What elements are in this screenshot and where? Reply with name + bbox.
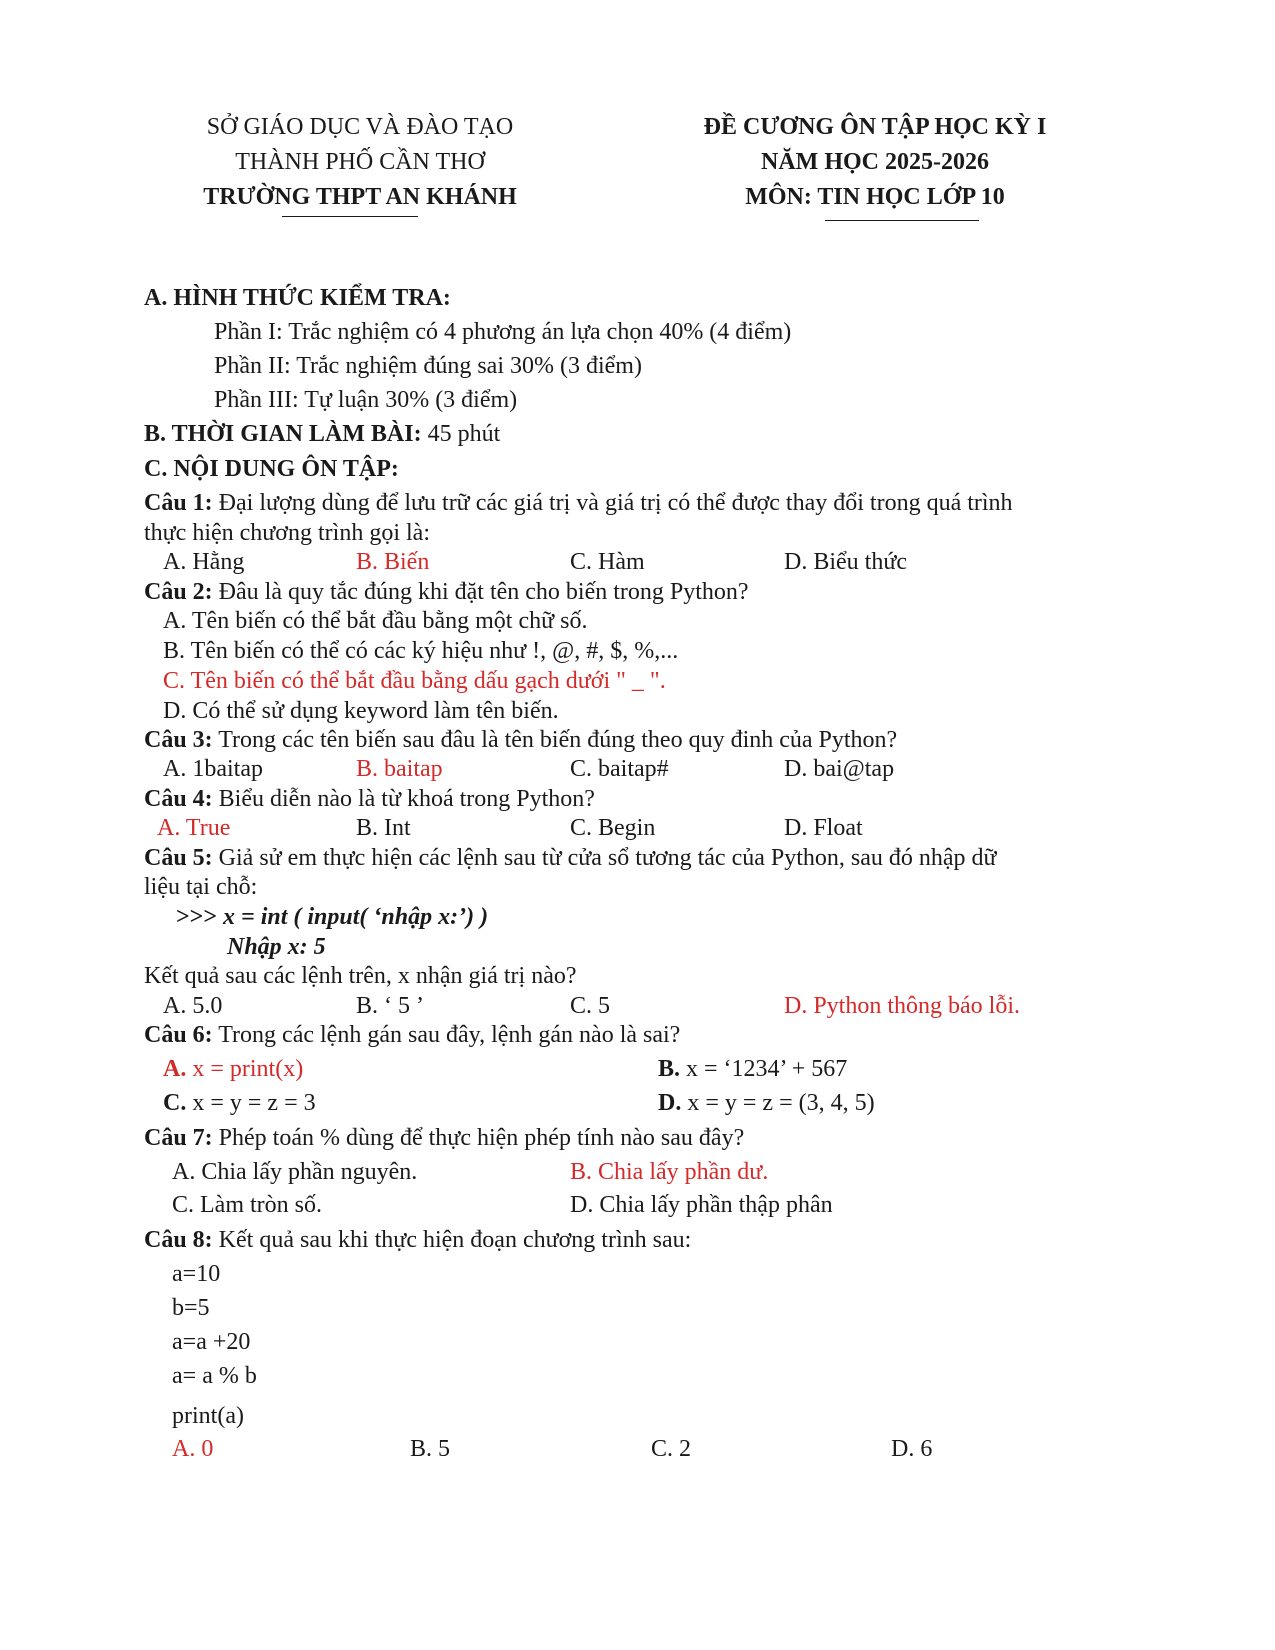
header-right-underline bbox=[825, 220, 979, 221]
q1-option-b: B. Biến bbox=[356, 549, 430, 575]
q5-prompt: >>> bbox=[176, 904, 218, 930]
q4-option-c: C. Begin bbox=[570, 815, 656, 841]
q8-code-line-2: b=5 bbox=[172, 1295, 210, 1321]
q5-text-result: Kết quả sau các lệnh trên, x nhận giá trị nào? bbox=[144, 963, 577, 989]
q1-label: Câu 1: bbox=[144, 490, 213, 516]
q5-text-cont: liệu tại chỗ: bbox=[144, 874, 258, 900]
section-b bbox=[144, 419, 500, 449]
q5-option-b: B. ‘ 5 ’ bbox=[356, 993, 424, 1019]
q5-option-a: A. 5.0 bbox=[163, 993, 223, 1019]
q1-text-cont: thực hiện chương trình gọi là: bbox=[144, 520, 430, 546]
q6-option-b-text: x = ‘1234’ + 567 bbox=[680, 1056, 848, 1082]
q4-option-b: B. Int bbox=[356, 815, 411, 841]
q2-stem bbox=[144, 577, 749, 607]
q6-option-d-text: x = y = z = (3, 4, 5) bbox=[681, 1090, 875, 1116]
school-name: TRƯỜNG THPT AN KHÁNH bbox=[203, 184, 517, 210]
q4-option-a: A. True bbox=[157, 815, 231, 841]
q8-text: Kết quả sau khi thực hiện đoạn chương trình sau: bbox=[212, 1227, 692, 1253]
q5-code: x = int ( input( ‘nhập x:’) ) bbox=[217, 904, 489, 930]
q1-stem bbox=[144, 488, 1013, 518]
q5-option-d: D. Python thông báo lỗi. bbox=[784, 993, 1021, 1019]
q8-code-line-4: a= a % b bbox=[172, 1363, 257, 1389]
q7-option-a: A. Chia lấy phần nguyên. bbox=[172, 1159, 418, 1185]
q6-option-d bbox=[658, 1088, 875, 1118]
q2-option-b: B. Tên biến có thể có các ký hiệu như !, @, #, $, %,... bbox=[163, 638, 679, 664]
q5-code-line bbox=[176, 902, 488, 932]
q5-label: Câu 5: bbox=[144, 845, 213, 871]
q6-option-a bbox=[163, 1054, 303, 1084]
school-year: NĂM HỌC 2025-2026 bbox=[761, 149, 989, 175]
q6-option-c-key: C. bbox=[163, 1090, 187, 1116]
q8-stem bbox=[144, 1225, 691, 1255]
q6-stem bbox=[144, 1020, 680, 1050]
q4-label: Câu 4: bbox=[144, 786, 213, 812]
q6-option-b-key: B. bbox=[658, 1056, 681, 1082]
department-name: SỞ GIÁO DỤC VÀ ĐÀO TẠO bbox=[206, 114, 514, 140]
q8-option-b: B. 5 bbox=[410, 1436, 451, 1462]
header-right bbox=[665, 110, 1085, 215]
q4-text: Biểu diễn nào là từ khoá trong Python? bbox=[212, 786, 595, 812]
section-a-title: A. HÌNH THỨC KIỂM TRA: bbox=[144, 285, 451, 311]
q8-code-line-5: print(a) bbox=[172, 1403, 244, 1429]
q8-option-d: D. 6 bbox=[891, 1436, 933, 1462]
q6-text: Trong các lệnh gán sau đây, lệnh gán nào là sai? bbox=[212, 1022, 681, 1048]
section-a-part-2: Phần II: Trắc nghiệm đúng sai 30% (3 điểm) bbox=[214, 353, 642, 379]
q6-option-b bbox=[658, 1054, 847, 1084]
q8-option-c: C. 2 bbox=[651, 1436, 692, 1462]
q5-stem bbox=[144, 843, 997, 873]
q5-text: Giả sử em thực hiện các lệnh sau từ cửa sổ tương tác của Python, sau đó nhập dữ bbox=[212, 845, 997, 871]
city-name: THÀNH PHỐ CẦN THƠ bbox=[235, 149, 485, 175]
q5-input-line: Nhập x: 5 bbox=[227, 934, 326, 960]
q2-option-d: D. Có thể sử dụng keyword làm tên biến. bbox=[163, 698, 559, 724]
q1-option-a: A. Hằng bbox=[163, 549, 245, 575]
header-left bbox=[150, 110, 570, 215]
q6-label: Câu 6: bbox=[144, 1022, 213, 1048]
q7-label: Câu 7: bbox=[144, 1125, 213, 1151]
q3-stem bbox=[144, 725, 897, 755]
header-left-underline bbox=[282, 216, 418, 217]
q8-code-line-3: a=a +20 bbox=[172, 1329, 251, 1355]
q6-option-a-key: A. bbox=[163, 1056, 187, 1082]
section-b-value: 45 phút bbox=[421, 421, 501, 447]
subject: MÔN: TIN HỌC LỚP 10 bbox=[745, 184, 1005, 210]
q5-option-c: C. 5 bbox=[570, 993, 611, 1019]
q2-text: Đâu là quy tắc đúng khi đặt tên cho biến trong Python? bbox=[212, 579, 749, 605]
document-title: ĐỀ CƯƠNG ÔN TẬP HỌC KỲ I bbox=[703, 114, 1047, 140]
q4-option-d: D. Float bbox=[784, 815, 863, 841]
q3-label: Câu 3: bbox=[144, 727, 213, 753]
q3-text: Trong các tên biến sau đâu là tên biến đúng theo quy đinh của Python? bbox=[212, 727, 898, 753]
q7-text: Phép toán % dùng để thực hiện phép tính nào sau đây? bbox=[212, 1125, 745, 1151]
q1-text: Đại lượng dùng để lưu trữ các giá trị và giá trị có thể được thay đổi trong quá trình bbox=[212, 490, 1013, 516]
q7-option-c: C. Làm tròn số. bbox=[172, 1192, 322, 1218]
q4-stem bbox=[144, 784, 595, 814]
section-a-part-1: Phần I: Trắc nghiệm có 4 phương án lựa chọn 40% (4 điểm) bbox=[214, 319, 792, 345]
q1-option-d: D. Biểu thức bbox=[784, 549, 907, 575]
q6-option-a-text: x = print(x) bbox=[186, 1056, 304, 1082]
q3-option-d: D. bai@tap bbox=[784, 756, 895, 782]
section-b-title: B. THỜI GIAN LÀM BÀI: bbox=[144, 421, 422, 447]
q8-code-line-1: a=10 bbox=[172, 1261, 221, 1287]
q3-option-c: C. baitap# bbox=[570, 756, 669, 782]
section-c-title: C. NỘI DUNG ÔN TẬP: bbox=[144, 456, 399, 482]
q7-option-b: B. Chia lấy phần dư. bbox=[570, 1159, 769, 1185]
q6-option-d-key: D. bbox=[658, 1090, 682, 1116]
q2-label: Câu 2: bbox=[144, 579, 213, 605]
q2-option-c: C. Tên biến có thể bắt đầu bằng dấu gạch dưới " _ ". bbox=[163, 668, 666, 694]
q3-option-b: B. baitap bbox=[356, 756, 443, 782]
q8-option-a: A. 0 bbox=[172, 1436, 214, 1462]
q6-option-c-text: x = y = z = 3 bbox=[186, 1090, 316, 1116]
q7-stem bbox=[144, 1123, 744, 1153]
q7-option-d: D. Chia lấy phần thập phân bbox=[570, 1192, 833, 1218]
q8-label: Câu 8: bbox=[144, 1227, 213, 1253]
q6-option-c bbox=[163, 1088, 316, 1118]
q1-option-c: C. Hàm bbox=[570, 549, 645, 575]
section-a-part-3: Phần III: Tự luận 30% (3 điểm) bbox=[214, 387, 518, 413]
q2-option-a: A. Tên biến có thể bắt đầu bằng một chữ số. bbox=[163, 608, 588, 634]
q3-option-a: A. 1baitap bbox=[163, 756, 263, 782]
